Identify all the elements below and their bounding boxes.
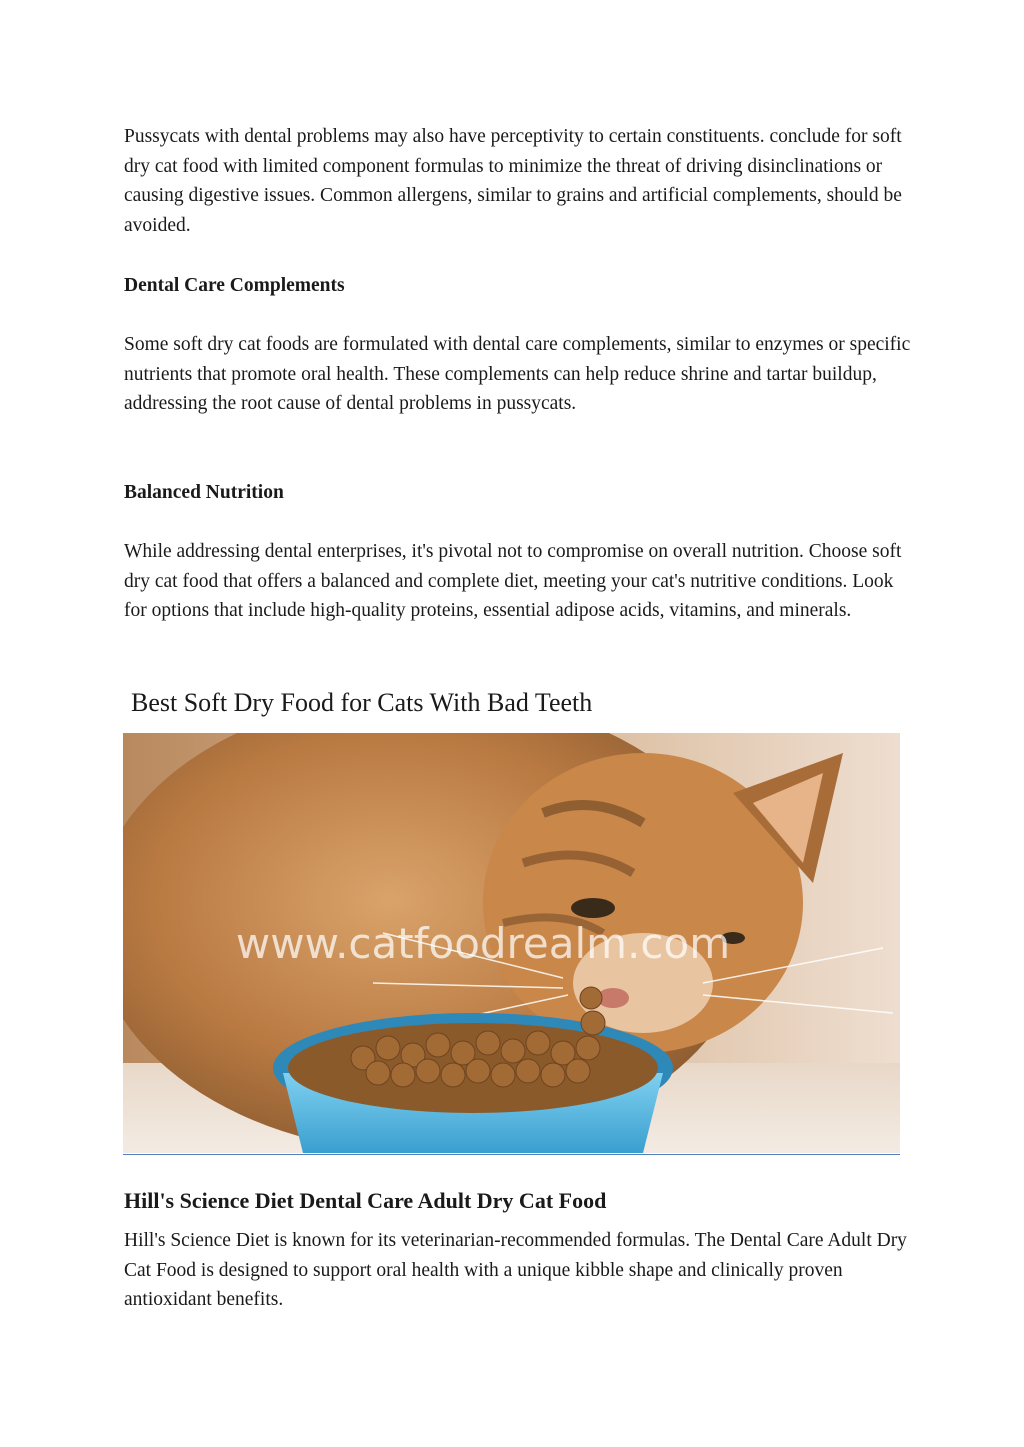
- product-title: Hill's Science Diet Dental Care Adult Dry Cat Food: [124, 1188, 607, 1213]
- photo-divider: [123, 1154, 900, 1155]
- product-paragraph: Hill's Science Diet is known for its veterinarian-recommended formulas. The Dental Care Adult Dry Cat Food is designed to support oral health with a unique kibble shape and clinically proven antioxidant benefits.: [124, 1230, 907, 1311]
- balanced-nutrition-heading: Balanced Nutrition: [124, 482, 284, 503]
- balanced-nutrition-paragraph: While addressing dental enterprises, it's pivotal not to compromise on overall nutrition. Choose soft dry cat food that offers a balanced and complete diet, meeting your cat's nutritive conditions. Look for options that include high-quality proteins, essential adipose acids, vitamins, and minerals.: [124, 541, 902, 622]
- photo-watermark: www.catfoodrealm.com: [235, 919, 731, 968]
- dental-care-heading: Dental Care Complements: [124, 275, 345, 296]
- dental-care-paragraph: Some soft dry cat foods are formulated with dental care complements, similar to enzymes or specific nutrients that promote oral health. These complements can help reduce shrine and tartar buildup, addressing the root cause of dental problems in pussycats.: [124, 334, 911, 415]
- section-title: Best Soft Dry Food for Cats With Bad Teeth: [131, 688, 593, 717]
- intro-paragraph: Pussycats with dental problems may also have perceptivity to certain constituents. conclude for soft dry cat food with limited component formulas to minimize the threat of driving disinclinations or causing digestive issues. Common allergens, similar to grains and artificial complements, should be avoided.: [124, 126, 902, 237]
- cat-eating-photo: [123, 733, 900, 1153]
